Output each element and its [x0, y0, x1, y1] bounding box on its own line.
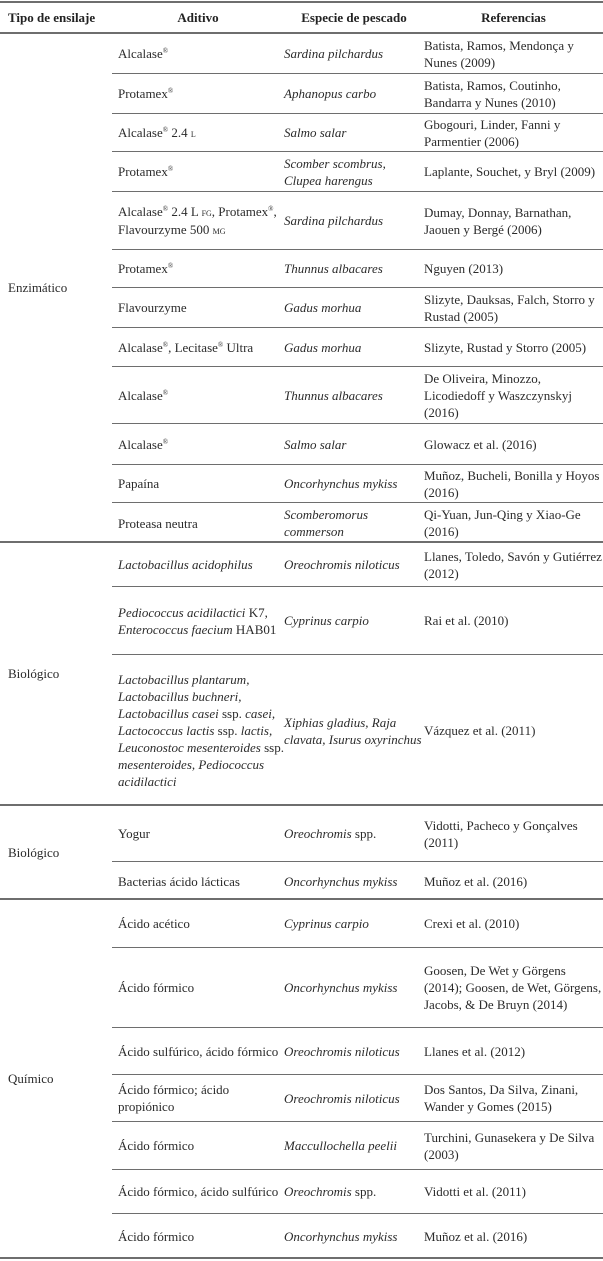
table-row	[112, 655, 603, 806]
cell-referencias: Llanes, Toledo, Savón y Gutiérrez (2012)	[424, 548, 602, 581]
cell-aditivo: Pediococcus acidilactici K7, Enterococcus faecium HAB01	[118, 604, 277, 637]
cell-referencias: Batista, Ramos, Coutinho, Bandarra y Nunes (2010)	[424, 77, 561, 110]
header-referencias: Referencias	[481, 10, 546, 25]
table-row	[112, 192, 603, 250]
group-label-tipo-de-ensilaje: Químico	[8, 1071, 54, 1086]
table-row	[112, 543, 603, 587]
cell-especie: Thunnus albacares	[284, 387, 383, 403]
cell-especie: Sardina pilchardus	[284, 46, 384, 61]
cell-aditivo: Yogur	[118, 826, 150, 841]
cell-especie: Scomber scombrus, Clupea harengus	[284, 155, 386, 188]
table-row	[112, 503, 603, 543]
cell-referencias: Muñoz et al. (2016)	[424, 873, 528, 889]
cell-referencias: Slizyte, Dauksas, Falch, Storro y Rustad (2005)	[424, 291, 595, 324]
cell-referencias: Muñoz, Bucheli, Bonilla y Hoyos (2016)	[424, 467, 600, 500]
group-label-tipo-de-ensilaje: Enzimático	[8, 280, 68, 295]
table-group	[0, 34, 603, 543]
table-row	[112, 328, 603, 367]
cell-referencias: Goosen, De Wet y Görgens (2014); Goosen, de Wet, Görgens, Jacobs, & De Bruyn (2014)	[424, 963, 602, 1012]
cell-aditivo: Lactobacillus plantarum, Lactobacillus buchneri, Lactobacillus casei ssp. casei, Lactococcus lactis ssp. lactis, Leuconostoc mesenteroides ssp. mesenteroides, Pediococcus acidilactici	[118, 672, 284, 789]
table-row	[112, 862, 603, 900]
cell-aditivo: Alcalase® 2.4 l	[118, 124, 196, 140]
cell-aditivo: Ácido fórmico	[118, 1229, 195, 1244]
header-especie-de-pescado: Especie de pescado	[301, 10, 407, 25]
cell-especie: Oncorhynchus mykiss	[284, 1229, 398, 1244]
cell-especie: Oncorhynchus mykiss	[284, 476, 398, 491]
table-row	[112, 1075, 603, 1122]
cell-especie: Oreochromis niloticus	[284, 557, 400, 572]
cell-aditivo: Alcalase®	[118, 387, 169, 403]
cell-aditivo: Proteasa neutra	[118, 515, 198, 531]
table-row	[112, 900, 603, 948]
table-row	[112, 465, 603, 503]
table-row	[112, 250, 603, 288]
group-label-tipo-de-ensilaje: Biológico	[8, 666, 60, 681]
table-row	[112, 424, 603, 465]
table-row	[112, 34, 603, 74]
cell-aditivo: Ácido fórmico	[118, 980, 195, 995]
cell-aditivo: Papaína	[118, 476, 160, 491]
table-row	[112, 948, 603, 1028]
table-row	[112, 806, 603, 862]
cell-referencias: Muñoz et al. (2016)	[424, 1229, 528, 1244]
cell-aditivo: Flavourzyme	[118, 300, 187, 315]
cell-aditivo: Ácido sulfúrico, ácido fórmico	[118, 1043, 279, 1059]
cell-especie: Aphanopus carbo	[284, 86, 377, 101]
cell-especie: Oreochromis niloticus	[284, 1090, 400, 1106]
cell-especie: Maccullochella peelii	[284, 1138, 397, 1153]
table-group	[0, 543, 603, 806]
cell-referencias: Dumay, Donnay, Barnathan, Jaouen y Bergé (2006)	[424, 204, 572, 237]
cell-aditivo: Alcalase® 2.4 L fg, Protamex®, Flavourzyme 500 mg	[118, 203, 277, 237]
cell-aditivo: Alcalase®, Lecitase® Ultra	[118, 339, 254, 355]
cell-referencias: Crexi et al. (2010)	[424, 916, 520, 931]
cell-aditivo: Protamex®	[118, 164, 174, 179]
table-row	[112, 74, 603, 114]
cell-referencias: Gbogouri, Linder, Fanni y Parmentier (2006)	[424, 116, 561, 149]
table-row	[112, 587, 603, 655]
cell-referencias: Dos Santos, Da Silva, Zinani, Wander y Gomes (2015)	[424, 1082, 579, 1114]
table-row	[112, 152, 603, 192]
cell-referencias: Vidotti et al. (2011)	[424, 1184, 526, 1199]
cell-especie: Cyprinus carpio	[284, 613, 369, 628]
cell-referencias: Nguyen (2013)	[424, 261, 504, 276]
cell-referencias: Laplante, Souchet, y Bryl (2009)	[424, 164, 596, 179]
table-row	[112, 367, 603, 424]
table-row	[112, 1122, 603, 1170]
cell-referencias: Batista, Ramos, Mendonça y Nunes (2009)	[424, 37, 574, 70]
cell-especie: Oreochromis spp.	[284, 1184, 377, 1199]
table-row	[112, 1028, 603, 1075]
cell-especie: Oreochromis niloticus	[284, 1043, 400, 1059]
cell-especie: Salmo salar	[284, 125, 347, 140]
cell-aditivo: Ácido fórmico	[118, 1138, 195, 1153]
cell-referencias: De Oliveira, Minozzo, Licodiedoff y Waszczynskyj (2016)	[424, 370, 572, 420]
cell-aditivo: Ácido fórmico; ácido propiónico	[118, 1082, 230, 1114]
cell-especie: Gadus morhua	[284, 339, 362, 355]
cell-referencias: Llanes et al. (2012)	[424, 1043, 526, 1059]
cell-referencias: Qi-Yuan, Jun-Qing y Xiao-Ge (2016)	[424, 507, 581, 539]
table-group	[0, 806, 603, 900]
cell-especie: Xiphias gladius, Raja clavata, Isurus oxyrinchus	[284, 714, 422, 747]
table-group	[0, 900, 603, 1259]
cell-aditivo: Protamex®	[118, 261, 174, 276]
cell-especie: Cyprinus carpio	[284, 916, 369, 931]
cell-referencias: Vidotti, Pacheco y Gonçalves (2011)	[424, 817, 578, 850]
cell-especie: Sardina pilchardus	[284, 213, 384, 228]
header-tipo-de-ensilaje: Tipo de ensilaje	[8, 10, 96, 25]
cell-especie: Oreochromis spp.	[284, 826, 377, 841]
cell-especie: Scomberomorus commerson	[284, 507, 369, 539]
cell-aditivo: Ácido fórmico, ácido sulfúrico	[118, 1184, 279, 1199]
cell-especie: Thunnus albacares	[284, 261, 383, 276]
table-row	[112, 114, 603, 152]
header-aditivo: Aditivo	[177, 10, 219, 25]
cell-especie: Oncorhynchus mykiss	[284, 980, 398, 995]
cell-aditivo: Protamex®	[118, 86, 174, 101]
cell-referencias: Turchini, Gunasekera y De Silva (2003)	[424, 1129, 595, 1162]
cell-especie: Salmo salar	[284, 436, 347, 452]
cell-especie: Oncorhynchus mykiss	[284, 873, 398, 889]
cell-aditivo: Alcalase®	[118, 46, 169, 61]
table-row	[112, 1214, 603, 1259]
cell-referencias: Vázquez et al. (2011)	[424, 723, 536, 738]
cell-aditivo: Bacterias ácido lácticas	[118, 873, 240, 889]
cell-referencias: Glowacz et al. (2016)	[424, 436, 537, 452]
cell-referencias: Slizyte, Rustad y Storro (2005)	[424, 339, 587, 355]
table-row	[112, 1170, 603, 1214]
table-header-row	[0, 3, 603, 34]
cell-aditivo: Alcalase®	[118, 436, 169, 452]
group-label-tipo-de-ensilaje: Biológico	[8, 844, 60, 860]
cell-especie: Gadus morhua	[284, 300, 362, 315]
cell-aditivo: Lactobacillus acidophilus	[118, 557, 253, 572]
cell-aditivo: Ácido acético	[118, 916, 190, 931]
cell-referencias: Rai et al. (2010)	[424, 613, 509, 628]
table-row	[112, 288, 603, 328]
